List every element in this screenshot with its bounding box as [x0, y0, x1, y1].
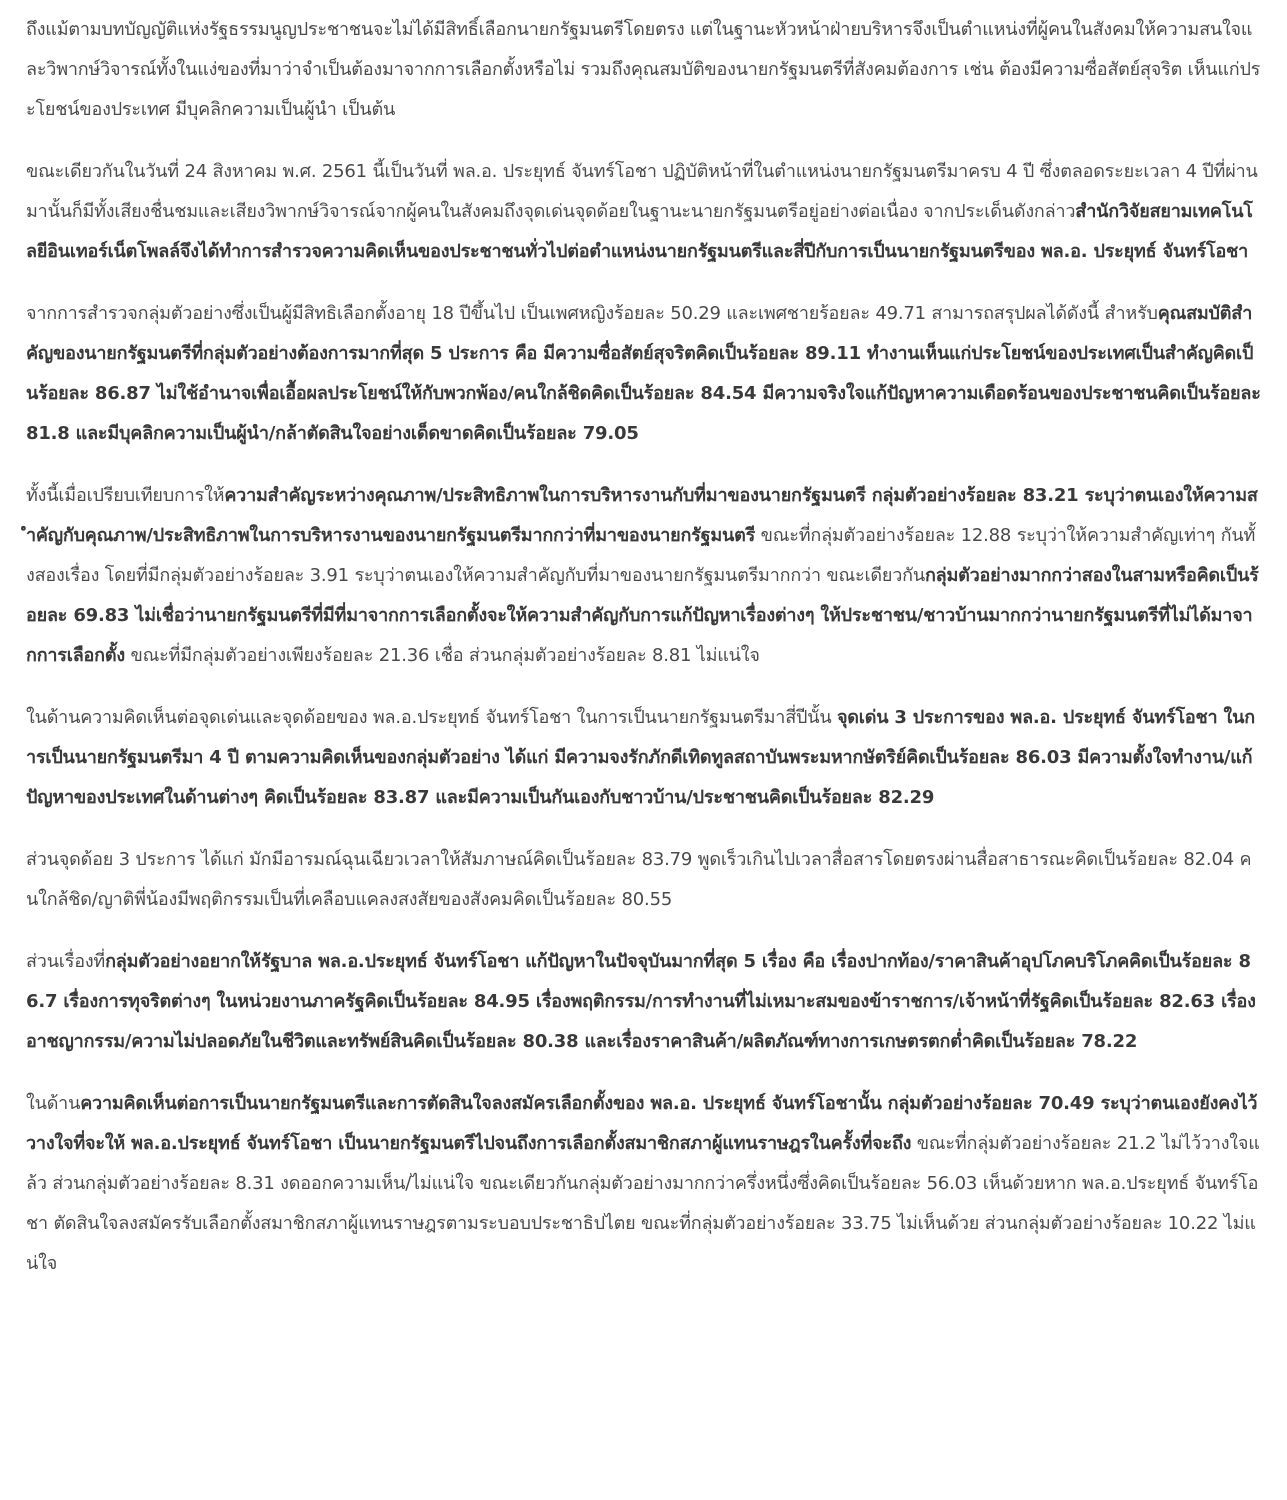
equal-importance-text: ขณะที่กลุ่มตัวอย่างร้อยละ 12.88 ระบุว่าให้ความสำคัญเท่าๆ กันทั้งสองเรื่อง โดยที่มีกลุ่มตัวอย่างร้อยละ 3.91 ระบุว่าตนเองให้ความสำคัญกับที่มาของนายกรัฐมนตรีมากกว่า ขณะเดียวกัน [26, 525, 1256, 586]
survey-announcement: สำนักวิจัยสยามเทคโนโลยีอินเทอร์เน็ตโพลล์จึงได้ทำการสำรวจความคิดเห็นของประชาชนทั่วไปต่อตำแหน่งนายกรัฐมนตรีและสี่ปีกับการเป็นนายกรัฐมนตรีของ พล.อ. ประยุทธ์ จันทร์โอชา [26, 201, 1253, 262]
paragraph-desired-qualities [26, 294, 1261, 454]
priority-issues-findings: กลุ่มตัวอย่างอยากให้รัฐบาล พล.อ.ประยุทธ์ จันทร์โอชา แก้ปัญหาในปัจจุบันมากที่สุด 5 เรื่อง คือ เรื่องปากท้อง/ราคาสินค้าอุปโภคบริโภคคิดเป็นร้อยละ 86.7 เรื่องการทุจริตต่างๆ ในหน่วยงานภาครัฐคิดเป็นร้อยละ 84.95 เรื่องพฤติกรรม/การทำงานที่ไม่เหมาะสมของข้าราชการ/เจ้าหน้าที่รัฐคิดเป็นร้อยละ 82.63 เรื่องอาชญากรรม/ความไม่ปลอดภัยในชีวิตและทรัพย์สินคิดเป็นร้อยละ 80.38 และเรื่องราคาสินค้า/ผลิตภัณฑ์ทางการเกษตรตกต่ำคิดเป็นร้อยละ 78.22 [26, 951, 1256, 1052]
paragraph-trust-election [26, 1084, 1261, 1284]
anniversary-text: ขณะเดียวกันในวันที่ 24 สิงหาคม พ.ศ. 2561 นี้เป็นวันที่ พล.อ. ประยุทธ์ จันทร์โอชา ปฏิบัติหน้าที่ในตำแหน่งนายกรัฐมนตรีมาครบ 4 ปี ซึ่งตลอดระยะเวลา 4 ปีที่ผ่านมานั้นก็มีทั้งเสียงชื่นชมและเสียงวิพากษ์วิจารณ์จากผู้คนในสังคมถึงจุดเด่นจุดด้อยในฐานะนายกรัฐมนตรีอยู่อย่างต่อเนื่อง จากประเด็นดังกล่าว [26, 161, 1258, 222]
desired-qualities-findings: คุณสมบัติสำคัญของนายกรัฐมนตรีที่กลุ่มตัวอย่างต้องการมากที่สุด 5 ประการ คือ มีความซื่อสัตย์สุจริตคิดเป็นร้อยละ 89.11 ทำงานเห็นแก่ประโยชน์ของประเทศเป็นสำคัญคิดเป็นร้อยละ 86.87 ไม่ใช้อำนาจเพื่อเอื้อผลประโยชน์ให้กับพวกพ้อง/คนใกล้ชิดคิดเป็นร้อยละ 84.54 มีความจริงใจแก้ปัญหาความเดือดร้อนของประชาชนคิดเป็นร้อยละ 81.8 และมีบุคลิกความเป็นผู้นำ/กล้าตัดสินใจอย่างเด็ดขาดคิดเป็นร้อยละ 79.05 [26, 303, 1261, 444]
weaknesses-text: ส่วนจุดด้อย 3 ประการ ได้แก่ มักมีอารมณ์ฉุนเฉียวเวลาให้สัมภาษณ์คิดเป็นร้อยละ 83.79 พูดเร็วเกินไปเวลาสื่อสารโดยตรงผ่านสื่อสาธารณะคิดเป็นร้อยละ 82.04 คนใกล้ชิด/ญาติพี่น้องมีพฤติกรรมเป็นที่เคลือบแคลงสงสัยของสังคมคิดเป็นร้อยละ 80.55 [26, 849, 1252, 910]
priority-intro: ส่วนเรื่องที่ [26, 951, 106, 972]
paragraph-strengths [26, 698, 1261, 818]
intro-text: ถึงแม้ตามบทบัญญัติแห่งรัฐธรรมนูญประชาชนจะไม่ได้มีสิทธิ์เลือกนายกรัฐมนตรีโดยตรง แต่ในฐานะหัวหน้าฝ่ายบริหารจึงเป็นตำแหน่งที่ผู้คนในสังคมให้ความสนใจและวิพากษ์วิจารณ์ทั้งในแง่ของที่มาว่าจำเป็นต้องมาจากการเลือกตั้งหรือไม่ รวมถึงคุณสมบัติของนายกรัฐมนตรีที่สังคมต้องการ เช่น ต้องมีความซื่อสัตย์สุจริต เห็นแก่ประโยชน์ของประเทศ มีบุคลิกความเป็นผู้นำ เป็นต้น [26, 19, 1261, 120]
paragraph-anniversary [26, 152, 1261, 272]
paragraph-quality-vs-origin [26, 476, 1261, 676]
elected-pm-belief-finding: กลุ่มตัวอย่างมากกว่าสองในสามหรือคิดเป็นร้อยละ 69.83 ไม่เชื่อว่านายกรัฐมนตรีที่มีที่มาจากการเลือกตั้งจะให้ความสำคัญกับการแก้ปัญหาเรื่องต่างๆ ให้ประชาชน/ชาวบ้านมากกว่านายกรัฐมนตรีที่ไม่ได้มาจากการเลือกตั้ง [26, 565, 1259, 666]
comparison-intro: ทั้งนี้เมื่อเปรียบเทียบการให้ [26, 485, 225, 506]
paragraph-intro [26, 10, 1261, 130]
trust-intro: ในด้าน [26, 1093, 81, 1114]
paragraph-weaknesses [26, 840, 1261, 920]
strengths-findings: จุดเด่น 3 ประการของ พล.อ. ประยุทธ์ จันทร์โอชา ในการเป็นนายกรัฐมนตรีมา 4 ปี ตามความคิดเห็นของกลุ่มตัวอย่าง ได้แก่ มีความจงรักภักดีเทิดทูลสถาบันพระมหากษัตริย์คิดเป็นร้อยละ 86.03 มีความตั้งใจทำงาน/แก้ปัญหาของประเทศในด้านต่างๆ คิดเป็นร้อยละ 83.87 และมีความเป็นกันเองกับชาวบ้าน/ประชาชนคิดเป็นร้อยละ 82.29 [26, 707, 1255, 808]
paragraph-priority-issues [26, 942, 1261, 1062]
quality-over-origin-finding: ความสำคัญระหว่างคุณภาพ/ประสิทธิภาพในการบริหารงานกับที่มาของนายกรัฐมนตรี กลุ่มตัวอย่างร้อยละ 83.21 ระบุว่าตนเองให้ความสำคัญกับคุณภาพ/ประสิทธิภาพในการบริหารงานของนายกรัฐมนตรีมากกว่าที่มาของนายกรัฐมนตรี [26, 485, 1258, 546]
trust-remainder-text: ขณะที่กลุ่มตัวอย่างร้อยละ 21.2 ไม่ไว้วางใจแล้ว ส่วนกลุ่มตัวอย่างร้อยละ 8.31 งดออกความเห็น/ไม่แน่ใจ ขณะเดียวกันกลุ่มตัวอย่างมากกว่าครึ่งหนึ่งซึ่งคิดเป็นร้อยละ 56.03 เห็นด้วยหาก พล.อ.ประยุทธ์ จันทร์โอชา ตัดสินใจลงสมัครรับเลือกตั้งสมาชิกสภาผู้แทนราษฎรตามระบอบประชาธิปไตย ขณะที่กลุ่มตัวอย่างร้อยละ 33.75 ไม่เห็นด้วย ส่วนกลุ่มตัวอย่างร้อยละ 10.22 ไม่แน่ใจ [26, 1133, 1260, 1274]
strengths-intro: ในด้านความคิดเห็นต่อจุดเด่นและจุดด้อยของ พล.อ.ประยุทธ์ จันทร์โอชา ในการเป็นนายกรัฐมนตรีมาสี่ปีนั้น [26, 707, 837, 728]
sample-demographics-text: จากการสำรวจกลุ่มตัวอย่างซึ่งเป็นผู้มีสิทธิเลือกตั้งอายุ 18 ปีขึ้นไป เป็นเพศหญิงร้อยละ 50.29 และเพศชายร้อยละ 49.71 สามารถสรุปผลได้ดังนี้ สำหรับ [26, 303, 1158, 324]
belief-remainder-text: ขณะที่มีกลุ่มตัวอย่างเพียงร้อยละ 21.36 เชื่อ ส่วนกลุ่มตัวอย่างร้อยละ 8.81 ไม่แน่ใจ [124, 645, 760, 666]
trust-finding: ความคิดเห็นต่อการเป็นนายกรัฐมนตรีและการตัดสินใจลงสมัครเลือกตั้งของ พล.อ. ประยุทธ์ จันทร์โอชานั้น กลุ่มตัวอย่างร้อยละ 70.49 ระบุว่าตนเองยังคงไว้วางใจที่จะให้ พล.อ.ประยุทธ์ จันทร์โอชา เป็นนายกรัฐมนตรีไปจนถึงการเลือกตั้งสมาชิกสภาผู้แทนราษฎรในครั้งที่จะถึง [26, 1093, 1258, 1154]
